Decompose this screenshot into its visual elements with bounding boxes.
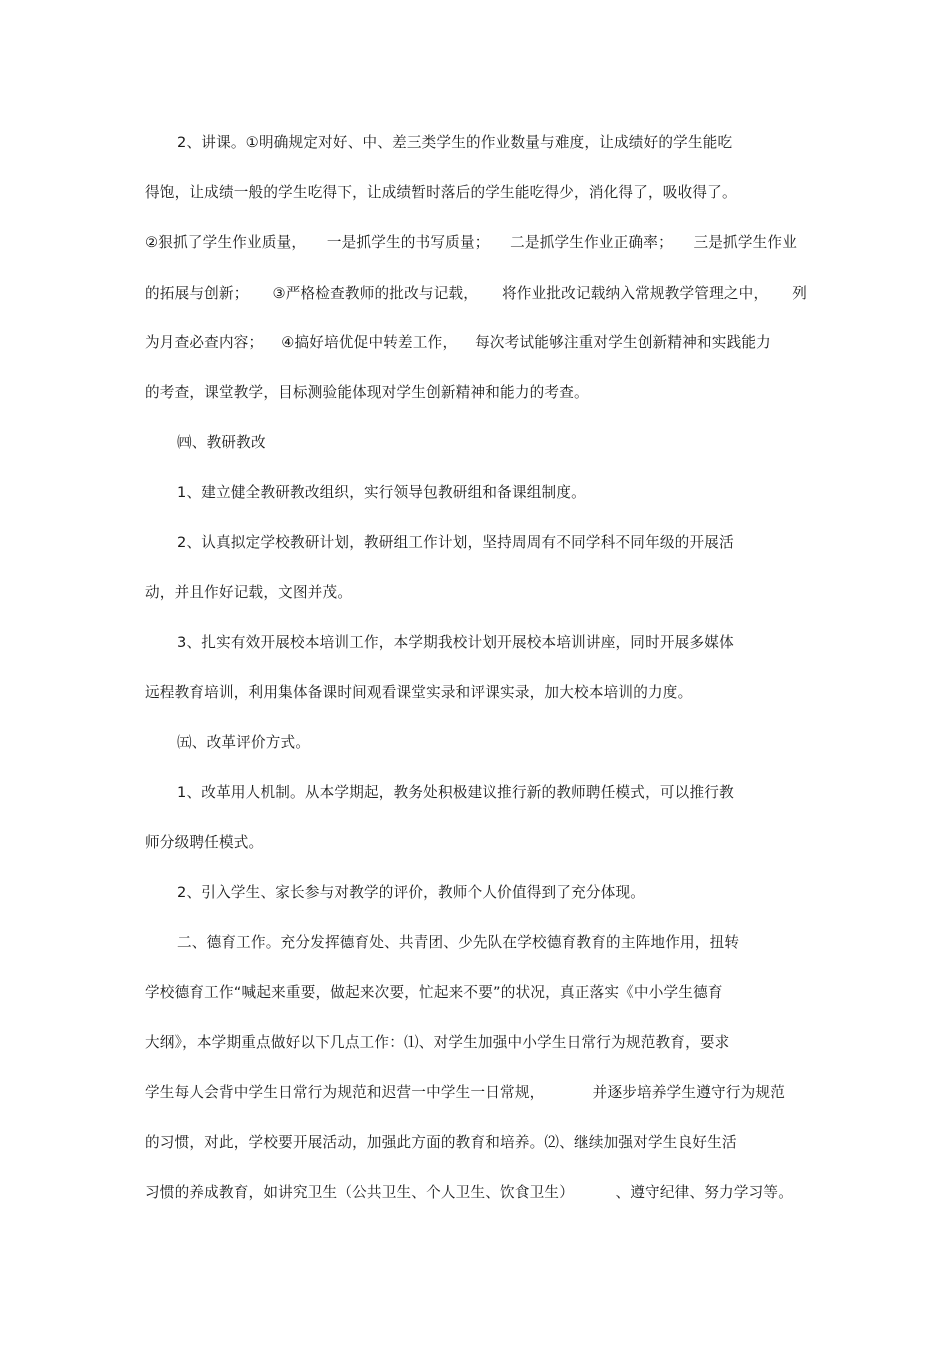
paragraph-line — [145, 331, 771, 355]
section-heading: ㈤、改革评价方式。 — [177, 734, 311, 751]
paragraph-line: 1、改革用人机制。从本学期起，教务处积极建议推行新的教师聘任模式，可以推行教 — [177, 784, 734, 801]
paragraph-line — [145, 282, 807, 306]
paragraph-line: 的习惯，对此，学校要开展活动，加强此方面的教育和培养。⑵、继续加强对学生良好生活 — [145, 1134, 737, 1151]
paragraph-line: 二、德育工作。充分发挥德育处、共青团、少先队在学校德育教育的主阵地作用，扭转 — [177, 934, 740, 951]
paragraph-line: 1、建立健全教研教改组织，实行领导包教研组和备课组制度。 — [177, 484, 586, 501]
line-segment: 一是抓学生的书写质量； — [326, 234, 490, 251]
paragraph-line: 2、引入学生、家长参与对教学的评价，教师个人价值得到了充分体现。 — [177, 884, 646, 901]
line-segment: ②狠抓了学生作业质量， — [145, 234, 307, 251]
line-segment: 为月查必查内容； — [145, 334, 264, 351]
line-segment: 列 — [792, 285, 807, 302]
paragraph-line: 远程教育培训，利用集体备课时间观看课堂实录和评课实录，加大校本培训的力度。 — [145, 684, 693, 701]
line-segment: 的拓展与创新； — [145, 285, 249, 302]
paragraph-line: 师分级聘任模式。 — [145, 834, 264, 851]
line-segment: 习惯的养成教育，如讲究卫生（公共卫生、个人卫生、饮食卫生） — [145, 1184, 575, 1201]
line-segment: 学生每人会背中学生日常行为规范和迟营一中学生一日常规， — [145, 1084, 545, 1101]
line-segment: 并逐步培养学生遵守行为规范 — [592, 1084, 785, 1101]
paragraph-line: 2、认真拟定学校教研计划，教研组工作计划，坚持周周有不同学科不同年级的开展活 — [177, 534, 734, 551]
paragraph-line — [145, 1181, 793, 1205]
paragraph-line: 得饱，让成绩一般的学生吃得下，让成绩暂时落后的学生能吃得少，消化得了，吸收得了。 — [145, 184, 737, 201]
paragraph-line — [145, 231, 797, 255]
line-segment: 将作业批改记载纳入常规教学管理之中， — [501, 285, 769, 302]
line-segment: ④搞好培优促中转差工作， — [281, 334, 458, 351]
paragraph-line: 动，并且作好记载，文图并茂。 — [145, 584, 353, 601]
paragraph-line: 的考查，课堂教学，目标测验能体现对学生创新精神和能力的考查。 — [145, 384, 589, 401]
paragraph-line: 大纲》，本学期重点做好以下几点工作：⑴、对学生加强中小学生日常行为规范教育，要求 — [145, 1034, 730, 1051]
line-segment: 、遵守纪律、努力学习等。 — [615, 1184, 793, 1201]
section-heading: ㈣、教研教改 — [177, 434, 266, 451]
line-segment: 每次考试能够注重对学生创新精神和实践能力 — [475, 334, 771, 351]
line-segment: 二是抓学生作业正确率； — [510, 234, 673, 251]
paragraph-line: 学校德育工作“喊起来重要，做起来次要，忙起来不要”的状况，真正落实《中小学生德育 — [145, 984, 723, 1001]
line-segment: ③严格检查教师的批改与记载， — [272, 285, 479, 302]
paragraph-line — [145, 1081, 785, 1105]
paragraph-line: 2、讲课。①明确规定对好、中、差三类学生的作业数量与难度，让成绩好的学生能吃 — [177, 134, 733, 151]
paragraph-line: 3、扎实有效开展校本培训工作，本学期我校计划开展校本培训讲座，同时开展多媒体 — [177, 634, 734, 651]
line-segment: 三是抓学生作业 — [693, 234, 797, 251]
